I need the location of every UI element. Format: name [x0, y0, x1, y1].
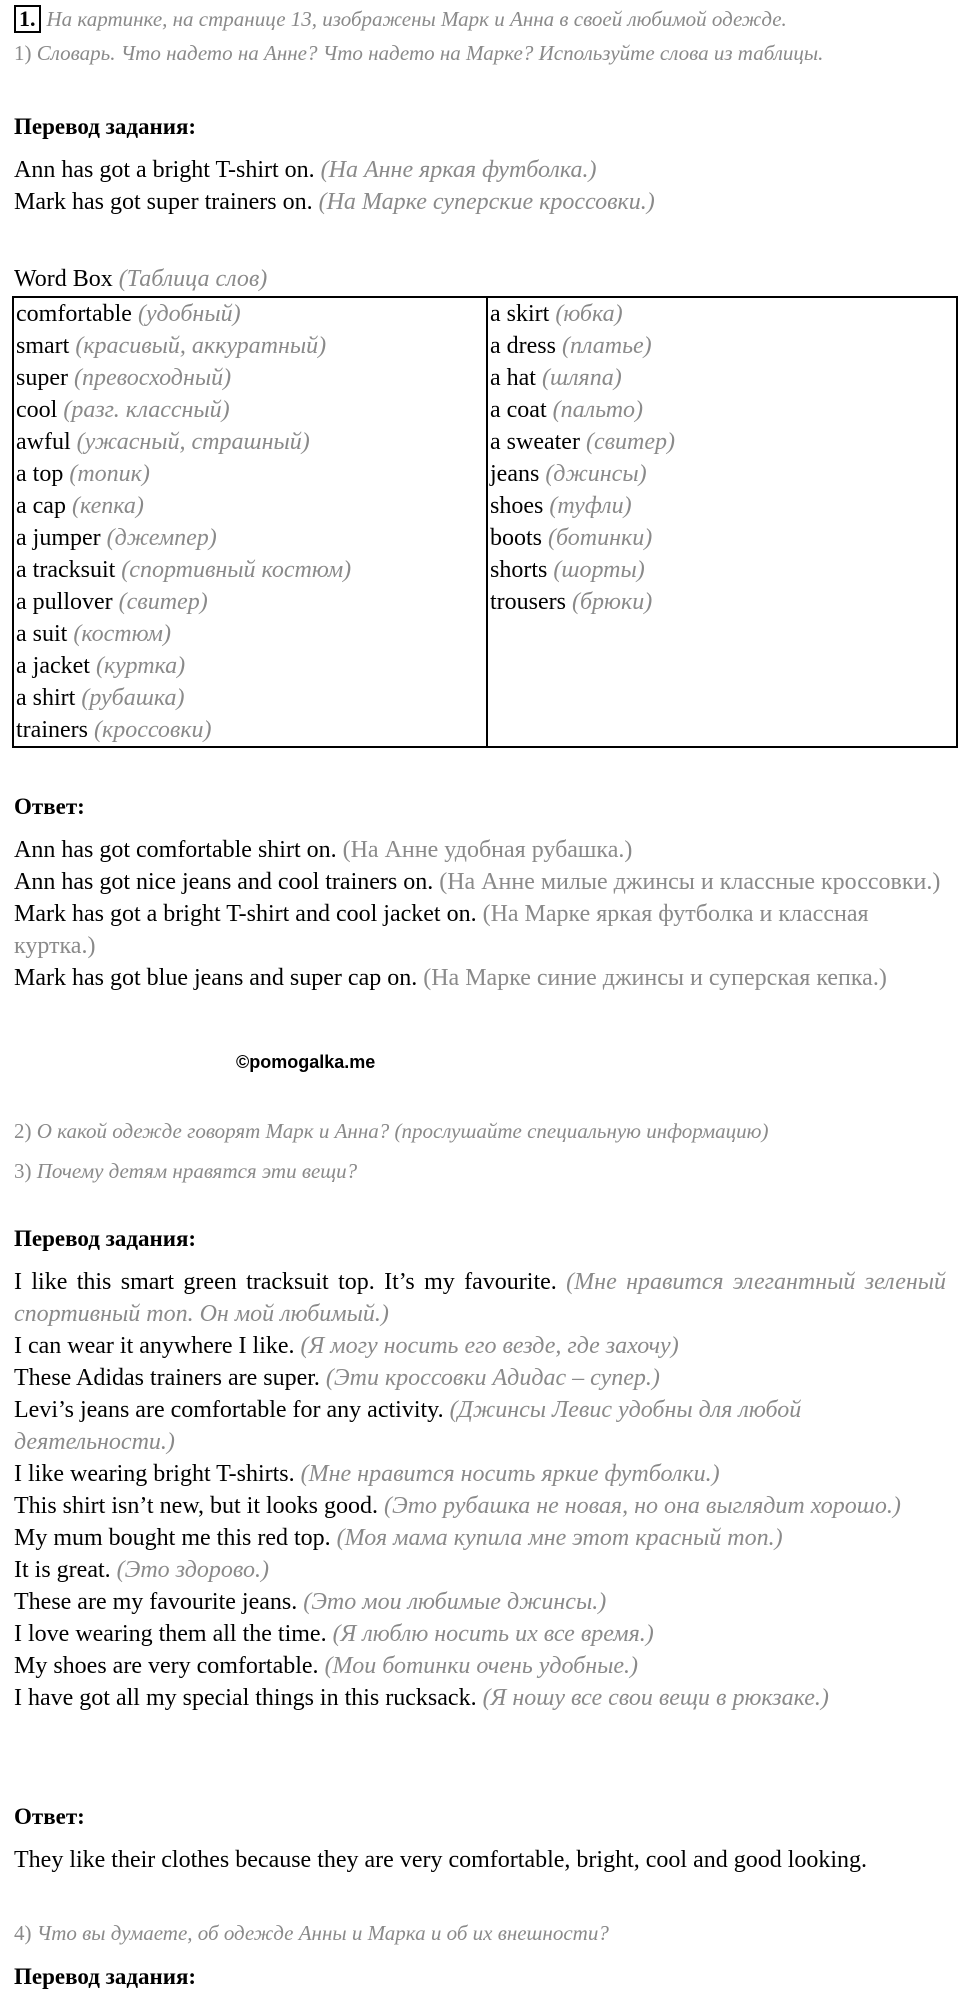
- subtask-1-number: 1): [14, 41, 32, 65]
- word-entry: a top (топик): [16, 461, 150, 487]
- word-entry: a sweater (свитер): [490, 429, 675, 455]
- word-entry: awful (ужасный, страшный): [16, 429, 310, 455]
- translation-line: My shoes are very comfortable. (Мои ботинки очень удобные.): [14, 1653, 639, 1679]
- translation-line: I love wearing them all the time. (Я люблю носить их все время.): [14, 1621, 654, 1647]
- translation-line: I like this smart green tracksuit top. It’s my favourite. (Мне нравится элегантный зеленый спортивный топ. Он мой любимый.): [14, 1269, 947, 1327]
- word-entry: a dress (платье): [490, 333, 652, 359]
- word-box-title: Word Box (Таблица слов): [14, 266, 268, 292]
- word-entry: trousers (брюки): [490, 589, 653, 615]
- word-entry: boots (ботинки): [490, 525, 653, 551]
- subtask-1: [14, 36, 946, 70]
- answer-line: Ann has got nice jeans and cool trainers on. (На Анне милые джинсы и классные кроссовки.): [14, 869, 941, 895]
- word-entry: a jacket (куртка): [16, 653, 186, 679]
- word-entry: a hat (шляпа): [490, 365, 622, 391]
- answer-line: Mark has got blue jeans and super cap on. (На Марке синие джинсы и суперская кепка.): [14, 965, 887, 991]
- translation-line: Mark has got super trainers on. (На Марке суперские кроссовки.): [14, 189, 655, 215]
- word-entry: a suit (костюм): [16, 621, 171, 647]
- translation-heading-3: Перевод задания:: [14, 1964, 197, 1989]
- answer-2-text: They like their clothes because they are very comfortable, bright, cool and good looking.: [14, 1847, 868, 1873]
- answer-1-block: [14, 834, 946, 994]
- answer-heading-2: Ответ:: [14, 1804, 85, 1829]
- word-entry: shorts (шорты): [490, 557, 645, 583]
- word-entry: shoes (туфли): [490, 493, 632, 519]
- word-entry: a cap (кепка): [16, 493, 144, 519]
- answer-line: Mark has got a bright T-shirt and cool jacket on. (На Марке яркая футболка и классная куртка.): [14, 901, 869, 959]
- word-entry: jeans (джинсы): [490, 461, 647, 487]
- word-box-left-column: [13, 297, 487, 747]
- word-entry: super (превосходный): [16, 365, 232, 391]
- translation-line: I have got all my special things in this rucksack. (Я ношу все свои вещи в рюкзаке.): [14, 1685, 829, 1711]
- subtask-4: 4) Что вы думаете, об одежде Анны и Марка и об их внешности?: [14, 1921, 609, 1945]
- subtask-2: 2) О какой одежде говорят Марк и Анна? (прослушайте специальную информацию): [14, 1119, 769, 1143]
- translation-2-block: [14, 1266, 946, 1714]
- word-entry: a tracksuit (спортивный костюм): [16, 557, 352, 583]
- word-entry: comfortable (удобный): [16, 301, 241, 327]
- translation-line: I like wearing bright T-shirts. (Мне нравится носить яркие футболки.): [14, 1461, 720, 1487]
- task-text: На картинке, на странице 13, изображены Марк и Анна в своей любимой одежде.: [46, 7, 787, 31]
- subtask-3: 3) Почему детям нравятся эти вещи?: [14, 1159, 358, 1183]
- translation-line: These are my favourite jeans. (Это мои любимые джинсы.): [14, 1589, 607, 1615]
- translation-line: Ann has got a bright T-shirt on. (На Анне яркая футболка.): [14, 157, 597, 183]
- translation-1-block: [14, 154, 946, 218]
- translation-line: These Adidas trainers are super. (Эти кроссовки Адидас – супер.): [14, 1365, 660, 1391]
- task-number: 1.: [14, 5, 41, 33]
- answer-line: Ann has got comfortable shirt on. (На Анне удобная рубашка.): [14, 837, 633, 863]
- subtask-1-text: Словарь. Что надето на Анне? Что надето на Марке? Используйте слова из таблицы.: [36, 41, 824, 65]
- word-box-table: [12, 296, 958, 748]
- translation-line: It is great. (Это здорово.): [14, 1557, 269, 1583]
- answer-heading-1: Ответ:: [14, 794, 85, 819]
- translation-line: I can wear it anywhere I like. (Я могу носить его везде, где захочу): [14, 1333, 679, 1359]
- task-header: [14, 2, 946, 36]
- word-entry: a skirt (юбка): [490, 301, 623, 327]
- word-entry: cool (разг. классный): [16, 397, 230, 423]
- word-entry: a jumper (джемпер): [16, 525, 217, 551]
- translation-line: Levi’s jeans are comfortable for any activity. (Джинсы Левис удобны для любой деятельности.): [14, 1397, 802, 1455]
- word-box-right-column: [487, 297, 957, 747]
- translation-line: My mum bought me this red top. (Моя мама купила мне этот красный топ.): [14, 1525, 783, 1551]
- word-entry: a coat (пальто): [490, 397, 644, 423]
- watermark: ©pomogalka.me: [236, 1052, 376, 1072]
- word-entry: a shirt (рубашка): [16, 685, 185, 711]
- word-entry: trainers (кроссовки): [16, 717, 212, 743]
- word-entry: a pullover (свитер): [16, 589, 208, 615]
- translation-heading-1: Перевод задания:: [14, 114, 197, 139]
- translation-line: This shirt isn’t new, but it looks good. (Это рубашка не новая, но она выглядит хорошо.): [14, 1493, 901, 1519]
- word-entry: smart (красивый, аккуратный): [16, 333, 327, 359]
- translation-heading-2: Перевод задания:: [14, 1226, 197, 1251]
